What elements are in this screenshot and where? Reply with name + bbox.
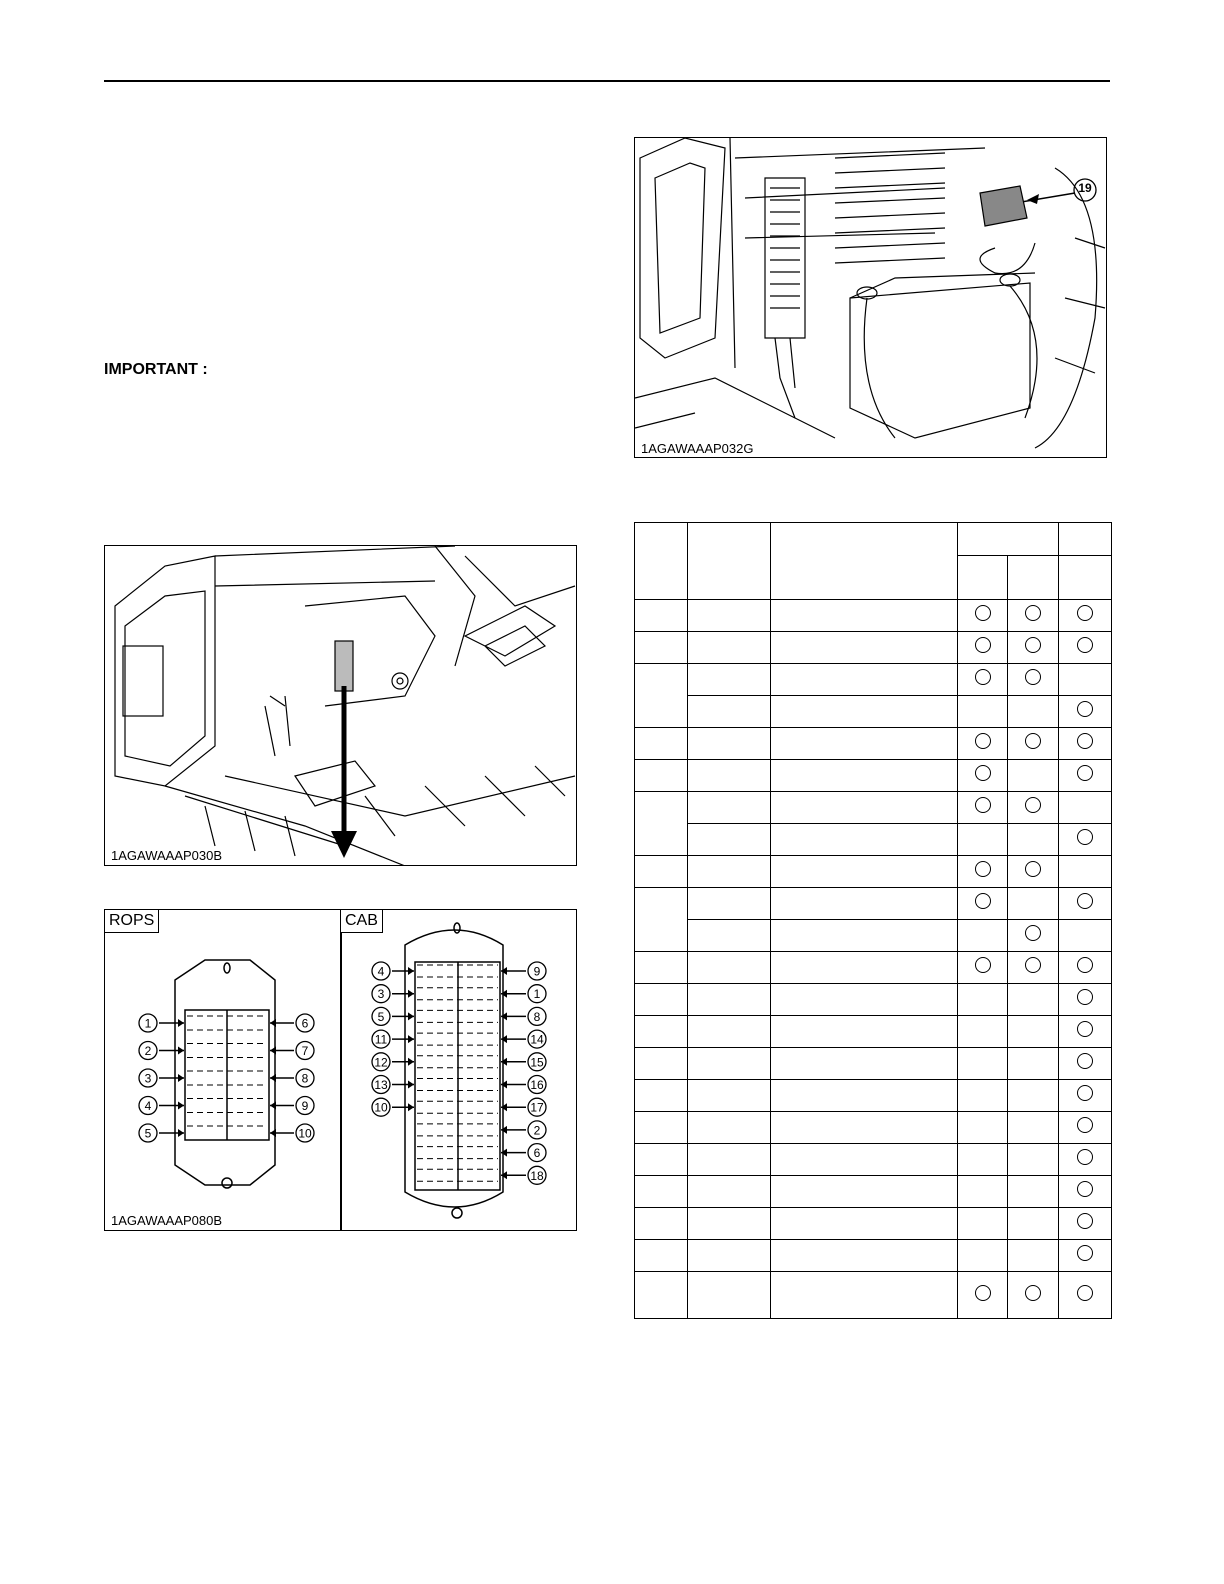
capacity-cell — [688, 920, 771, 952]
availability-cell — [1059, 1176, 1112, 1208]
circle-mark-icon — [1025, 957, 1041, 973]
circuit-cell — [771, 1016, 958, 1048]
important-label: IMPORTANT : — [104, 361, 208, 378]
fuse-no-cell — [635, 1144, 688, 1176]
table-row — [635, 1240, 1112, 1272]
table-row — [635, 664, 1112, 696]
capacity-cell — [688, 760, 771, 792]
capacity-cell — [688, 632, 771, 664]
circuit-cell — [771, 888, 958, 920]
capacity-cell — [688, 824, 771, 856]
availability-cell — [958, 888, 1008, 920]
svg-text:4: 4 — [377, 964, 385, 979]
availability-cell — [1059, 888, 1112, 920]
availability-cell — [1059, 920, 1112, 952]
svg-text:3: 3 — [144, 1071, 152, 1086]
pedal-area-figure — [104, 545, 577, 866]
circuit-cell — [771, 1208, 958, 1240]
circle-mark-icon — [1077, 1021, 1093, 1037]
circuit-cell — [771, 920, 958, 952]
fuse-no-cell — [635, 888, 688, 952]
circle-mark-icon — [1077, 1213, 1093, 1229]
circuit-cell — [771, 664, 958, 696]
svg-text:6: 6 — [533, 1146, 541, 1161]
header-cell — [958, 556, 1008, 600]
table-row — [635, 1208, 1112, 1240]
availability-cell — [1059, 728, 1112, 760]
fuse-figure-code: 1AGAWAAAP080B — [111, 1213, 223, 1228]
availability-cell — [1008, 632, 1059, 664]
circle-mark-icon — [975, 637, 991, 653]
svg-text:2: 2 — [144, 1044, 152, 1058]
availability-cell — [958, 696, 1008, 728]
capacity-cell — [688, 1016, 771, 1048]
fuse-no-cell — [635, 728, 688, 760]
capacity-cell — [688, 1048, 771, 1080]
cab-callout-right — [501, 1166, 546, 1184]
circuit-cell — [771, 632, 958, 664]
capacity-cell — [688, 728, 771, 760]
cab-callout-right — [501, 1053, 546, 1071]
battery-callout: 19 — [1078, 181, 1092, 195]
table-row — [635, 1272, 1112, 1319]
circle-mark-icon — [975, 893, 991, 909]
pedal-area-drawing — [105, 546, 577, 866]
capacity-cell — [688, 984, 771, 1016]
svg-text:16: 16 — [530, 1078, 544, 1092]
availability-cell — [958, 792, 1008, 824]
circle-mark-icon — [975, 797, 991, 813]
availability-cell — [1008, 1208, 1059, 1240]
circuit-cell — [771, 1240, 958, 1272]
fuse-no-cell — [635, 1240, 688, 1272]
header-cell — [1059, 556, 1112, 600]
table-row — [635, 696, 1112, 728]
availability-cell — [1059, 1272, 1112, 1319]
cab-callout-left — [372, 1030, 414, 1048]
fuse-no-cell — [635, 1048, 688, 1080]
circle-mark-icon — [1077, 733, 1093, 749]
circle-mark-icon — [1077, 637, 1093, 653]
svg-text:18: 18 — [530, 1168, 544, 1183]
cab-callout-right — [501, 1144, 546, 1162]
availability-cell — [958, 664, 1008, 696]
table-row — [635, 792, 1112, 824]
table-row — [635, 728, 1112, 760]
availability-cell — [1059, 696, 1112, 728]
capacity-cell — [688, 1112, 771, 1144]
circuit-cell — [771, 1080, 958, 1112]
svg-text:6: 6 — [301, 1016, 309, 1031]
svg-text:1: 1 — [533, 987, 541, 1002]
capacity-cell — [688, 1240, 771, 1272]
table-row — [635, 1016, 1112, 1048]
header-cell — [1059, 523, 1112, 556]
availability-cell — [1059, 824, 1112, 856]
availability-cell — [1059, 1240, 1112, 1272]
table-row — [635, 632, 1112, 664]
circle-mark-icon — [975, 1285, 991, 1301]
circle-mark-icon — [1025, 669, 1041, 685]
fuse-no-cell — [635, 1176, 688, 1208]
availability-cell — [1059, 1048, 1112, 1080]
circle-mark-icon — [975, 765, 991, 781]
circle-mark-icon — [975, 957, 991, 973]
circle-mark-icon — [1077, 1053, 1093, 1069]
rops-callout-left — [139, 1097, 184, 1115]
cab-callout-right — [501, 1007, 546, 1025]
svg-text:2: 2 — [533, 1123, 541, 1138]
availability-cell — [958, 1272, 1008, 1319]
capacity-cell — [688, 1272, 771, 1319]
fuse-no-cell — [635, 952, 688, 984]
circuit-cell — [771, 824, 958, 856]
fuse-no-cell — [635, 760, 688, 792]
availability-cell — [1008, 952, 1059, 984]
svg-text:8: 8 — [533, 1009, 541, 1024]
availability-cell — [958, 856, 1008, 888]
availability-cell — [958, 1240, 1008, 1272]
circuit-cell — [771, 792, 958, 824]
capacity-cell — [688, 856, 771, 888]
table-row — [635, 600, 1112, 632]
cab-callout-left — [372, 962, 414, 980]
availability-cell — [1059, 1208, 1112, 1240]
cab-callout-right — [501, 985, 546, 1003]
availability-cell — [1008, 696, 1059, 728]
rops-callout-right — [270, 1014, 314, 1032]
rops-callout-right — [270, 1097, 314, 1115]
fuse-table — [634, 522, 1112, 1319]
circle-mark-icon — [1077, 957, 1093, 973]
fuse-no-cell — [635, 1208, 688, 1240]
svg-text:15: 15 — [530, 1055, 544, 1070]
table-row — [635, 984, 1112, 1016]
svg-text:11: 11 — [374, 1032, 388, 1047]
circle-mark-icon — [1077, 701, 1093, 717]
availability-cell — [1059, 632, 1112, 664]
circle-mark-icon — [1077, 765, 1093, 781]
fuse-no-cell — [635, 792, 688, 856]
cab-label: CAB — [341, 910, 383, 933]
availability-cell — [1008, 1112, 1059, 1144]
availability-cell — [958, 760, 1008, 792]
circuit-cell — [771, 1176, 958, 1208]
cab-callout-left — [372, 1076, 414, 1094]
circle-mark-icon — [1077, 1285, 1093, 1301]
header-cell — [771, 523, 958, 600]
cab-callout-left — [372, 1098, 414, 1116]
circle-mark-icon — [1025, 733, 1041, 749]
fuse-no-cell — [635, 856, 688, 888]
circle-mark-icon — [1025, 1285, 1041, 1301]
circuit-cell — [771, 760, 958, 792]
availability-cell — [1008, 664, 1059, 696]
availability-cell — [958, 1048, 1008, 1080]
availability-cell — [1008, 1048, 1059, 1080]
svg-text:7: 7 — [301, 1044, 309, 1058]
fuse-no-cell — [635, 1016, 688, 1048]
fuse-no-cell — [635, 632, 688, 664]
circle-mark-icon — [1077, 893, 1093, 909]
circuit-cell — [771, 728, 958, 760]
capacity-cell — [688, 1144, 771, 1176]
availability-cell — [1008, 1016, 1059, 1048]
rops-callout-left — [139, 1069, 184, 1087]
svg-text:13: 13 — [374, 1078, 388, 1092]
circuit-cell — [771, 984, 958, 1016]
circle-mark-icon — [975, 733, 991, 749]
svg-text:9: 9 — [533, 964, 541, 979]
circle-mark-icon — [1077, 605, 1093, 621]
fuse-no-cell — [635, 984, 688, 1016]
rops-label: ROPS — [105, 910, 159, 933]
circuit-cell — [771, 1112, 958, 1144]
rops-callout-right — [270, 1124, 314, 1142]
svg-text:10: 10 — [298, 1126, 312, 1141]
cab-callout-left — [372, 1007, 414, 1025]
circle-mark-icon — [1077, 829, 1093, 845]
circle-mark-icon — [1077, 1149, 1093, 1165]
circle-mark-icon — [1025, 861, 1041, 877]
table-row — [635, 1112, 1112, 1144]
capacity-cell — [688, 600, 771, 632]
svg-text:3: 3 — [377, 987, 385, 1002]
svg-text:4: 4 — [144, 1099, 152, 1113]
rops-callout-left — [139, 1042, 184, 1060]
circle-mark-icon — [1077, 1085, 1093, 1101]
circle-mark-icon — [1077, 1245, 1093, 1261]
fuse-no-cell — [635, 1112, 688, 1144]
availability-cell — [1008, 1240, 1059, 1272]
availability-cell — [958, 1144, 1008, 1176]
cab-callout-left — [372, 985, 414, 1003]
svg-text:10: 10 — [374, 1100, 388, 1115]
availability-cell — [1059, 1144, 1112, 1176]
pedal-figure-code: 1AGAWAAAP030B — [111, 848, 223, 863]
availability-cell — [1008, 1080, 1059, 1112]
svg-text:5: 5 — [144, 1126, 152, 1141]
rops-callout-right — [270, 1042, 314, 1060]
fuse-no-cell — [635, 600, 688, 632]
availability-cell — [1059, 952, 1112, 984]
circle-mark-icon — [1025, 925, 1041, 941]
table-row — [635, 1144, 1112, 1176]
availability-cell — [958, 1112, 1008, 1144]
availability-cell — [958, 600, 1008, 632]
availability-cell — [958, 1176, 1008, 1208]
header-cell — [688, 523, 771, 600]
circle-mark-icon — [1025, 605, 1041, 621]
circle-mark-icon — [1077, 989, 1093, 1005]
circuit-cell — [771, 1048, 958, 1080]
availability-cell — [1059, 1016, 1112, 1048]
availability-cell — [1059, 760, 1112, 792]
table-row — [635, 760, 1112, 792]
rops-callout-right — [270, 1069, 314, 1087]
availability-cell — [1008, 888, 1059, 920]
table-row — [635, 824, 1112, 856]
circle-mark-icon — [975, 669, 991, 685]
availability-cell — [1008, 792, 1059, 824]
availability-cell — [1059, 600, 1112, 632]
capacity-cell — [688, 664, 771, 696]
cab-callout-right — [501, 1076, 546, 1094]
circuit-cell — [771, 952, 958, 984]
fuse-no-cell — [635, 664, 688, 728]
availability-cell — [1008, 1176, 1059, 1208]
table-header-row — [635, 523, 1112, 556]
cab-fuse-marks — [372, 962, 546, 1184]
availability-cell — [1008, 984, 1059, 1016]
circle-mark-icon — [1025, 637, 1041, 653]
capacity-cell — [688, 1176, 771, 1208]
availability-cell — [958, 984, 1008, 1016]
table-row — [635, 1048, 1112, 1080]
circle-mark-icon — [975, 605, 991, 621]
header-cell — [958, 523, 1059, 556]
cab-callout-right — [501, 1121, 546, 1139]
availability-cell — [958, 1208, 1008, 1240]
availability-cell — [1059, 792, 1112, 824]
table-row — [635, 888, 1112, 920]
circle-mark-icon — [1077, 1181, 1093, 1197]
rops-callout-left — [139, 1124, 184, 1142]
svg-text:12: 12 — [374, 1055, 388, 1070]
circuit-cell — [771, 696, 958, 728]
cab-callout-left — [372, 1053, 414, 1071]
header-cell — [635, 523, 688, 600]
table-row — [635, 1080, 1112, 1112]
availability-cell — [1059, 856, 1112, 888]
svg-text:8: 8 — [301, 1071, 309, 1086]
availability-cell — [1008, 920, 1059, 952]
svg-text:5: 5 — [377, 1009, 385, 1024]
header-cell — [1008, 556, 1059, 600]
circle-mark-icon — [975, 861, 991, 877]
availability-cell — [1059, 1080, 1112, 1112]
fuse-box-drawing — [105, 910, 577, 1231]
table-row — [635, 1176, 1112, 1208]
table-row — [635, 920, 1112, 952]
rops-callout-left — [139, 1014, 184, 1032]
availability-cell — [958, 824, 1008, 856]
fuse-no-cell — [635, 1272, 688, 1319]
circle-mark-icon — [1077, 1117, 1093, 1133]
availability-cell — [1008, 760, 1059, 792]
availability-cell — [1008, 856, 1059, 888]
capacity-cell — [688, 1208, 771, 1240]
capacity-cell — [688, 696, 771, 728]
fuse-no-cell — [635, 1080, 688, 1112]
svg-text:1: 1 — [144, 1016, 152, 1031]
capacity-cell — [688, 952, 771, 984]
cab-callout-right — [501, 1098, 546, 1116]
table-row — [635, 856, 1112, 888]
availability-cell — [958, 920, 1008, 952]
availability-cell — [958, 728, 1008, 760]
availability-cell — [1008, 1272, 1059, 1319]
battery-figure — [634, 137, 1107, 458]
availability-cell — [1008, 824, 1059, 856]
availability-cell — [1059, 984, 1112, 1016]
capacity-cell — [688, 888, 771, 920]
availability-cell — [958, 952, 1008, 984]
circle-mark-icon — [1025, 797, 1041, 813]
availability-cell — [1008, 728, 1059, 760]
circuit-cell — [771, 856, 958, 888]
availability-cell — [958, 1080, 1008, 1112]
availability-cell — [958, 1016, 1008, 1048]
capacity-cell — [688, 1080, 771, 1112]
circuit-cell — [771, 1272, 958, 1319]
availability-cell — [1059, 1112, 1112, 1144]
battery-drawing — [635, 138, 1107, 458]
table-row — [635, 952, 1112, 984]
circuit-cell — [771, 1144, 958, 1176]
battery-figure-code: 1AGAWAAAP032G — [641, 441, 754, 456]
cab-callout-right — [501, 1030, 546, 1048]
header-rule — [104, 80, 1110, 82]
availability-cell — [1008, 600, 1059, 632]
capacity-cell — [688, 792, 771, 824]
svg-text:9: 9 — [301, 1099, 309, 1113]
fuse-box-figure — [104, 909, 577, 1231]
svg-text:14: 14 — [530, 1032, 544, 1047]
svg-text:17: 17 — [530, 1100, 544, 1115]
availability-cell — [1008, 1144, 1059, 1176]
availability-cell — [958, 632, 1008, 664]
circuit-cell — [771, 600, 958, 632]
availability-cell — [1059, 664, 1112, 696]
cab-callout-right — [501, 962, 546, 980]
